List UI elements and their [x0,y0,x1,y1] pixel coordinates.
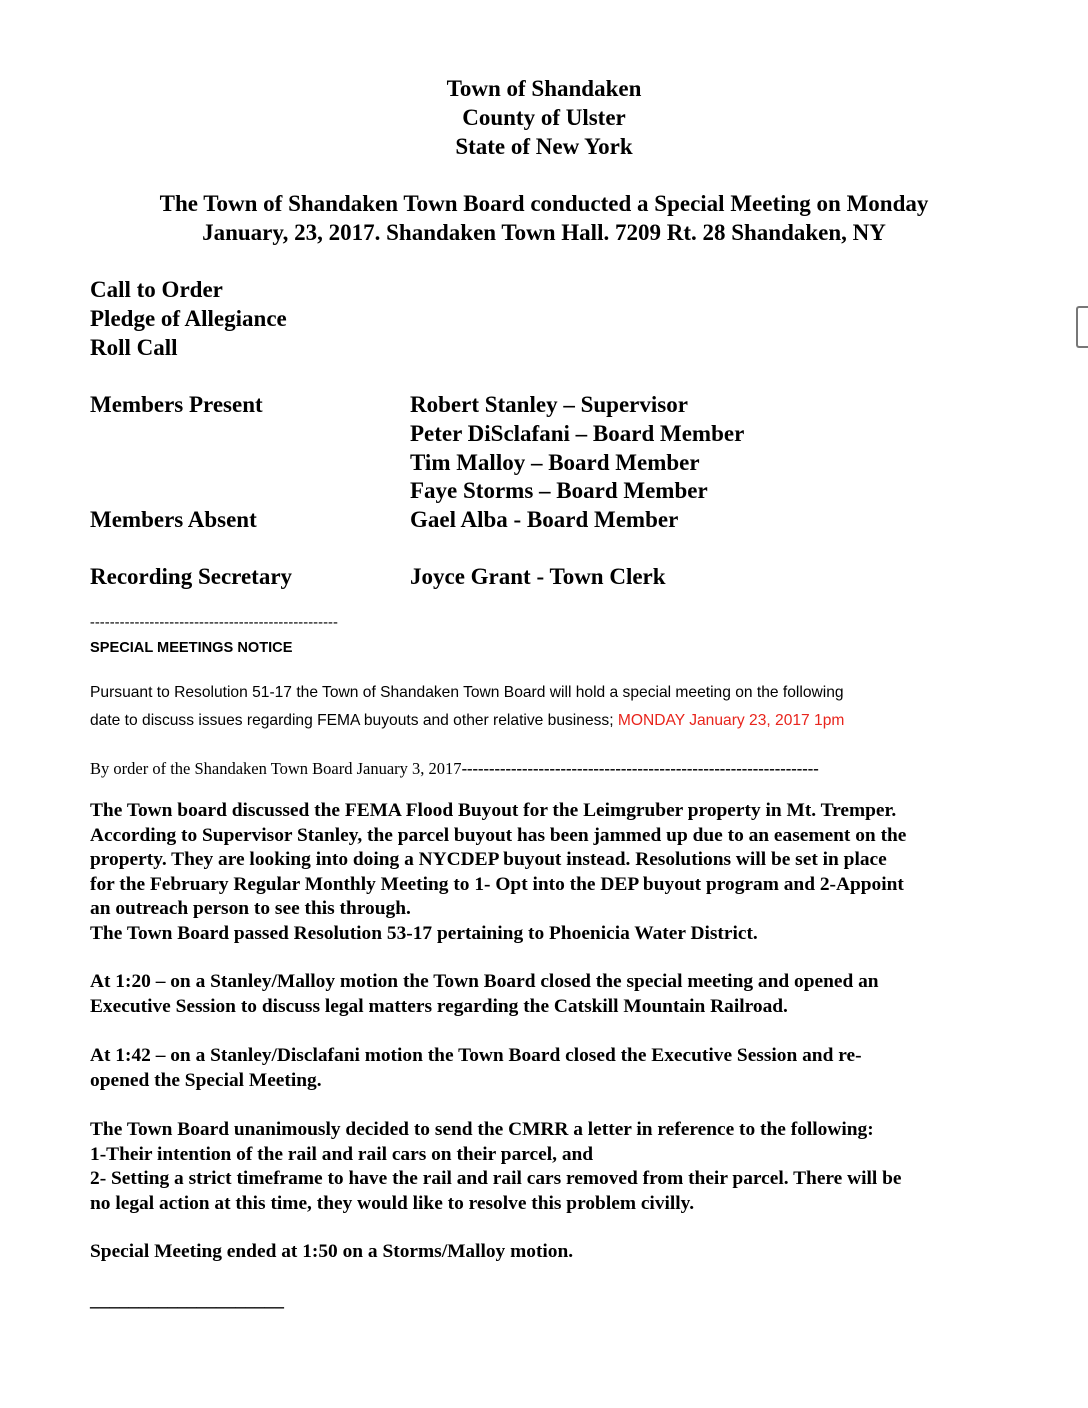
agenda-pledge: Pledge of Allegiance [90,306,287,331]
minutes-line: At 1:42 – on a Stanley/Disclafani motion the Town Board closed the Executive Session and re- [90,1045,862,1066]
minutes-line: no legal action at this time, they would like to resolve this problem civilly. [90,1192,695,1214]
member-present: Robert Stanley – Supervisor [410,392,688,417]
header-state: State of New York [455,134,633,159]
minutes-paragraph-exec-close [90,1044,995,1093]
recording-secretary-label: Recording Secretary [90,564,293,589]
minutes-line: property. They are looking into doing a NYCDEP buyout instead. Resolutions will be set in place [90,849,887,870]
minutes-line: 1-Their intention of the rail and rail cars on their parcel, and [90,1143,594,1165]
minutes-line: The Town Board unanimously decided to send the CMRR a letter in reference to the following: [90,1119,874,1140]
header-town: Town of Shandaken [446,76,642,101]
header-county: County of Ulster [462,105,626,130]
notice-order-dashes: ----------------------------------------------------------------- [461,759,819,778]
agenda-call-to-order: Call to Order [90,277,223,302]
notice-line-2-text: date to discuss issues regarding FEMA buyouts and other relative business; [90,712,618,729]
notice-order [90,759,819,779]
minutes-line: Special Meeting ended at 1:50 on a Storms/Malloy motion. [90,1241,574,1262]
signature-line: ____________________ [90,1290,284,1311]
minutes-line: The Town board discussed the FEMA Flood Buyout for the Leimgruber property in Mt. Tremper. [90,800,897,821]
member-present: Tim Malloy – Board Member [410,450,700,475]
minutes-paragraph-cmrr [90,1118,995,1216]
minutes-paragraph-exec-open [90,970,995,1019]
minutes-line: According to Supervisor Stanley, the parcel buyout has been jammed up due to an easement on the [90,824,907,846]
minutes-line: Executive Session to discuss legal matters regarding the Catskill Mountain Railroad. [90,995,788,1017]
notice-order-text: By order of the Shandaken Town Board January 3, 2017 [90,759,462,778]
minutes-line: an outreach person to see this through. [90,898,411,919]
member-present: Faye Storms – Board Member [410,478,708,503]
member-absent: Gael Alba - Board Member [410,507,679,532]
agenda-roll-call: Roll Call [90,335,178,360]
page-edge-mark [1076,306,1088,348]
minutes-paragraph-fema [90,799,995,946]
minutes-line: The Town Board passed Resolution 53-17 pertaining to Phoenicia Water District. [90,922,758,944]
members-present-label: Members Present [90,392,263,417]
minutes-paragraph-end [90,1240,995,1265]
minutes-line: 2- Setting a strict timeframe to have the rail and rail cars removed from their parcel. There will be [90,1168,902,1189]
recording-secretary: Joyce Grant - Town Clerk [410,564,666,589]
notice-divider: -------------------------------------------------- [90,615,339,630]
notice-line-2 [90,712,844,730]
intro-line-1: The Town of Shandaken Town Board conducted a Special Meeting on Monday [159,191,929,216]
minutes-line: for the February Regular Monthly Meeting to 1- Opt into the DEP buyout program and 2-Appoint [90,873,904,895]
members-absent-label: Members Absent [90,507,257,532]
notice-line-1: Pursuant to Resolution 51-17 the Town of Shandaken Town Board will hold a special meeting on the following [90,684,844,701]
notice-date-highlight: MONDAY January 23, 2017 1pm [617,712,845,729]
notice-title: SPECIAL MEETINGS NOTICE [90,640,293,656]
member-present: Peter DiSclafani – Board Member [410,421,745,446]
intro-line-2: January, 23, 2017. Shandaken Town Hall. 7209 Rt. 28 Shandaken, NY [202,220,886,245]
minutes-line: At 1:20 – on a Stanley/Malloy motion the Town Board closed the special meeting and opened an [90,971,879,992]
minutes-line: opened the Special Meeting. [90,1069,322,1091]
